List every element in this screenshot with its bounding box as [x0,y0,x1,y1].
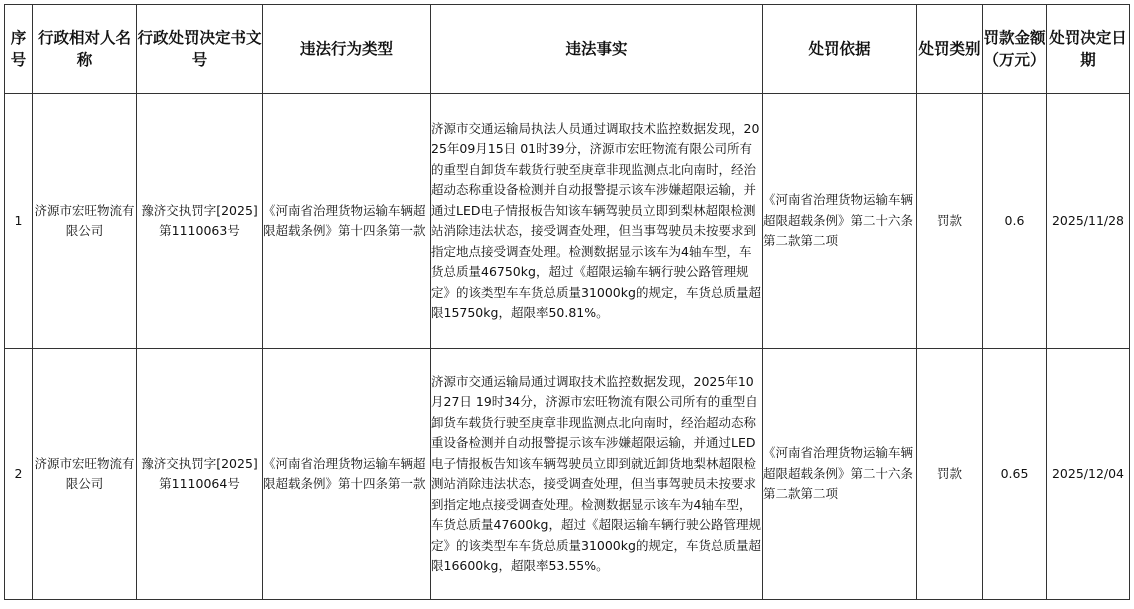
header-basis: 处罚依据 [763,5,917,94]
table-header-row [5,5,1130,94]
cell-seq: 2 [5,349,33,600]
cell-violation-type: 《河南省治理货物运输车辆超限超载条例》第十四条第一款 [263,94,431,349]
table-row [5,349,1130,600]
header-party: 行政相对人名称 [33,5,137,94]
cell-date: 2025/12/04 [1047,349,1130,600]
cell-doc-no: 豫济交执罚字[2025]第1110063号 [137,94,263,349]
cell-party: 济源市宏旺物流有限公司 [33,349,137,600]
cell-category: 罚款 [917,349,983,600]
penalty-table [4,4,1130,600]
cell-party: 济源市宏旺物流有限公司 [33,94,137,349]
cell-basis: 《河南省治理货物运输车辆超限超载条例》第二十六条第二款第二项 [763,94,917,349]
header-category: 处罚类别 [917,5,983,94]
cell-amount: 0.6 [983,94,1047,349]
header-violation-type: 违法行为类型 [263,5,431,94]
cell-seq: 1 [5,94,33,349]
cell-facts: 济源市交通运输局通过调取技术监控数据发现，2025年10月27日 19时34分，济源市宏旺物流有限公司所有的重型自卸货车载货行驶至庚章非现监测点北向南时，经治超动态称重设备检测并自动报警提示该车涉嫌超限运输，并通过LED电子情报板告知该车辆驾驶员立即到就近卸货地梨林超限检测站消除违法状态，接受调查处理，但当事驾驶员未按要求到指定地点接受调查处理。检测数据显示该车为4轴车型，车货总质量47600kg，超过《超限运输车辆行驶公路管理规定》的该类型车车货总质量31000kg的规定，车货总质量超限16600kg，超限率53.55%。 [431,349,763,600]
header-amount: 罚款金额（万元） [983,5,1047,94]
cell-facts: 济源市交通运输局执法人员通过调取技术监控数据发现，2025年09月15日 01时39分，济源市宏旺物流有限公司所有的重型自卸货车载货行驶至庚章非现监测点北向南时，经治超动态称重设备检测并自动报警提示该车涉嫌超限运输，并通过LED电子情报板告知该车辆驾驶员立即到梨林超限检测站消除违法状态，接受调查处理，但当事驾驶员未按要求到指定地点接受调查处理。检测数据显示该车为4轴车型，车货总质量46750kg，超过《超限运输车辆行驶公路管理规定》的该类型车车货总质量31000kg的规定，车货总质量超限15750kg，超限率50.81%。 [431,94,763,349]
header-seq: 序号 [5,5,33,94]
header-facts: 违法事实 [431,5,763,94]
header-doc-no: 行政处罚决定书文号 [137,5,263,94]
table-row [5,94,1130,349]
cell-basis: 《河南省治理货物运输车辆超限超载条例》第二十六条第二款第二项 [763,349,917,600]
cell-doc-no: 豫济交执罚字[2025]第1110064号 [137,349,263,600]
cell-violation-type: 《河南省治理货物运输车辆超限超载条例》第十四条第一款 [263,349,431,600]
cell-amount: 0.65 [983,349,1047,600]
header-date: 处罚决定日期 [1047,5,1130,94]
cell-date: 2025/11/28 [1047,94,1130,349]
cell-category: 罚款 [917,94,983,349]
